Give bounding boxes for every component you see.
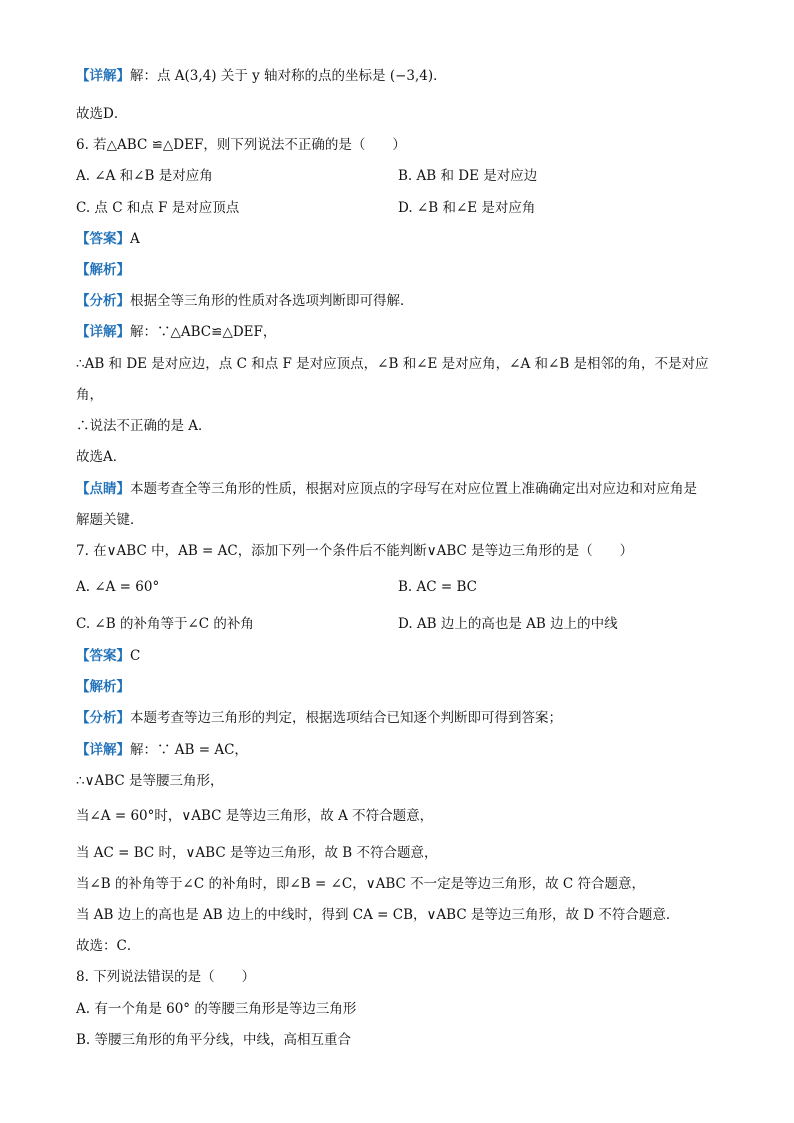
section-tag: 【点睛】 (76, 481, 130, 497)
line-text: 故选D． (76, 106, 128, 122)
line-text: ∴AB 和 DE 是对应边，点 C 和点 F 是对应顶点，∠B 和∠E 是对应角，∠A 和∠B 是相邻的角，不是对应 (76, 356, 709, 372)
section-tag: 【详解】 (76, 68, 130, 84)
text-line (76, 229, 140, 249)
line-text: C (130, 648, 141, 664)
answer-option: A. ∠A 和∠B 是对应角 (76, 168, 213, 184)
line-text: 角， (76, 387, 103, 403)
line-text: 根据全等三角形的性质对各选项判断即可得解． (130, 293, 414, 309)
text-line (76, 479, 697, 499)
line-text: ∴说法不正确的是 A． (76, 418, 212, 434)
section-tag: 【答案】 (76, 648, 130, 664)
section-tag: 【答案】 (76, 231, 130, 247)
line-text: 故选A． (76, 449, 127, 465)
line-text: 故选：C． (76, 938, 141, 954)
text-line (76, 385, 103, 405)
text-line (76, 416, 212, 436)
answer-option: C. 点 C 和点 F 是对应顶点 (76, 200, 240, 216)
line-text: A (130, 231, 140, 247)
line-text: 本题考查全等三角形的性质，根据对应顶点的字母写在对应位置上准确确定出对应边和对应角是 (130, 481, 697, 497)
line-text: 解：点 A(3,4) 关于 y 轴对称的点的坐标是 (−3,4)． (130, 68, 447, 84)
text-line (76, 646, 140, 666)
text-line (76, 447, 126, 467)
section-tag: 【解析】 (76, 262, 130, 278)
text-line (76, 135, 406, 155)
text-line (76, 708, 562, 728)
section-tag: 【详解】 (76, 742, 130, 758)
answer-option: D. ∠B 和∠E 是对应角 (398, 200, 536, 216)
text-line (76, 291, 414, 311)
text-line (76, 905, 679, 925)
section-tag: 【分析】 (76, 710, 130, 726)
line-text: 解：∵ AB = AC， (130, 742, 248, 758)
line-text: 本题考查等边三角形的判定，根据选项结合已知逐个判断即可得到答案； (130, 710, 562, 726)
answer-option: C. ∠B 的补角等于∠C 的补角 (76, 616, 254, 632)
line-text: 当∠B 的补角等于∠C 的补角时，即∠B = ∠C，∨ABC 不一定是等边三角形，故 C 符合题意， (76, 876, 646, 892)
text-line (76, 677, 130, 697)
text-line (76, 1030, 351, 1050)
section-tag: 【解析】 (76, 679, 130, 695)
answer-option: B. AB 和 DE 是对应边 (398, 168, 538, 184)
text-line (76, 510, 144, 530)
text-line (76, 771, 224, 791)
line-text: 8. 下列说法错误的是（ ） (76, 969, 256, 985)
line-text: 解题关键． (76, 512, 144, 528)
text-line (76, 936, 140, 956)
line-text: 当 AB 边上的高也是 AB 边上的中线时，得到 CA = CB，∨ABC 是等边三角形，故 D 不符合题意． (76, 907, 680, 923)
answer-option: D. AB 边上的高也是 AB 边上的中线 (398, 616, 618, 632)
answer-option: A. ∠A = 60° (76, 579, 160, 595)
text-line (76, 260, 130, 280)
text-line (76, 967, 255, 987)
line-text: A. 有一个角是 60° 的等腰三角形是等边三角形 (76, 1001, 357, 1017)
text-line (76, 322, 276, 342)
line-text: ∴∨ABC 是等腰三角形， (76, 773, 224, 789)
text-line (76, 104, 127, 124)
text-line (76, 541, 633, 561)
line-text: 当 AC = BC 时，∨ABC 是等边三角形，故 B 不符合题意， (76, 845, 438, 861)
text-line (76, 740, 248, 760)
text-line (76, 806, 433, 826)
text-line (76, 999, 356, 1019)
line-text: 当∠A = 60°时，∨ABC 是等边三角形，故 A 不符合题意， (76, 808, 434, 824)
section-tag: 【详解】 (76, 324, 130, 340)
line-text: 解：∵△ABC≌△DEF， (130, 324, 277, 340)
text-line (76, 66, 447, 86)
text-line (76, 874, 645, 894)
answer-option: B. AC = BC (398, 579, 477, 595)
line-text: 7. 在∨ABC 中，AB = AC，添加下列一个条件后不能判断∨ABC 是等边三角形的是（ ） (76, 543, 634, 559)
text-line (76, 354, 709, 374)
line-text: 6. 若△ABC ≌△DEF，则下列说法不正确的是（ ） (76, 137, 406, 153)
line-text: B. 等腰三角形的角平分线，中线，高相互重合 (76, 1032, 352, 1048)
text-line (76, 843, 437, 863)
section-tag: 【分析】 (76, 293, 130, 309)
